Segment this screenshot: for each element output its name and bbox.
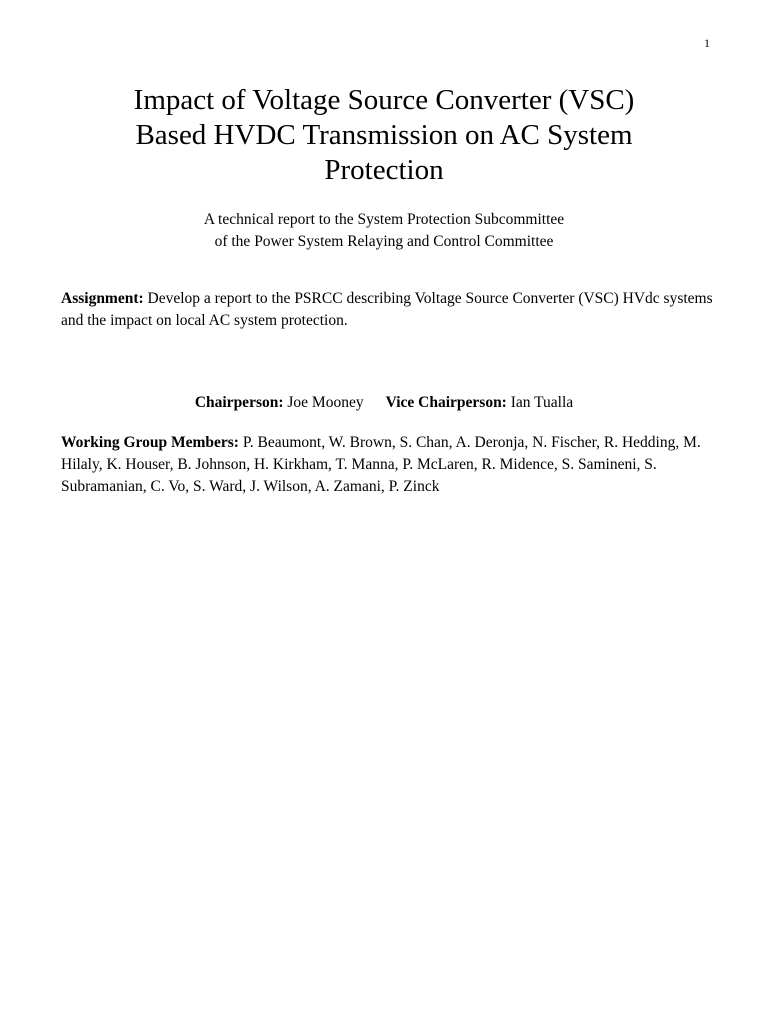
report-title-line-2: Based HVDC Transmission on AC System (135, 119, 633, 151)
working-group-members (61, 432, 713, 498)
report-title-line-1: Impact of Voltage Source Converter (VSC) (133, 84, 635, 116)
assignment-text: Develop a report to the PSRCC describing Voltage Source Converter (VSC) HVdc systems and the impact on local AC system protection. (61, 290, 713, 329)
report-subtitle-line-2: of the Power System Relaying and Control Committee (214, 233, 554, 250)
report-title (60, 83, 708, 188)
chairperson-label: Chairperson: (194, 394, 284, 411)
members-label: Working Group Members: (61, 434, 239, 451)
vice-chairperson-label: Vice Chairperson: (385, 394, 507, 411)
report-subtitle-line-1: A technical report to the System Protection Subcommittee (203, 211, 565, 228)
assignment-paragraph (61, 288, 713, 332)
report-subtitle (60, 209, 708, 253)
page-number: 1 (704, 36, 710, 50)
members-list: P. Beaumont, W. Brown, S. Chan, A. Deronja, N. Fischer, R. Hedding, M. Hilaly, K. Houser, B. Johnson, H. Kirkham, T. Manna, P. McLaren, R. Midence, S. Samineni, S. Subramanian, C. Vo, S. Ward, J. Wilson, A. Zamani, P. Zinck (61, 434, 701, 495)
vice-chairperson-name: Ian Tualla (506, 394, 574, 411)
report-title-line-3: Protection (324, 154, 444, 186)
chairs-line (0, 392, 768, 414)
chairperson-name: Joe Mooney (283, 394, 364, 411)
assignment-label: Assignment: (61, 290, 144, 307)
